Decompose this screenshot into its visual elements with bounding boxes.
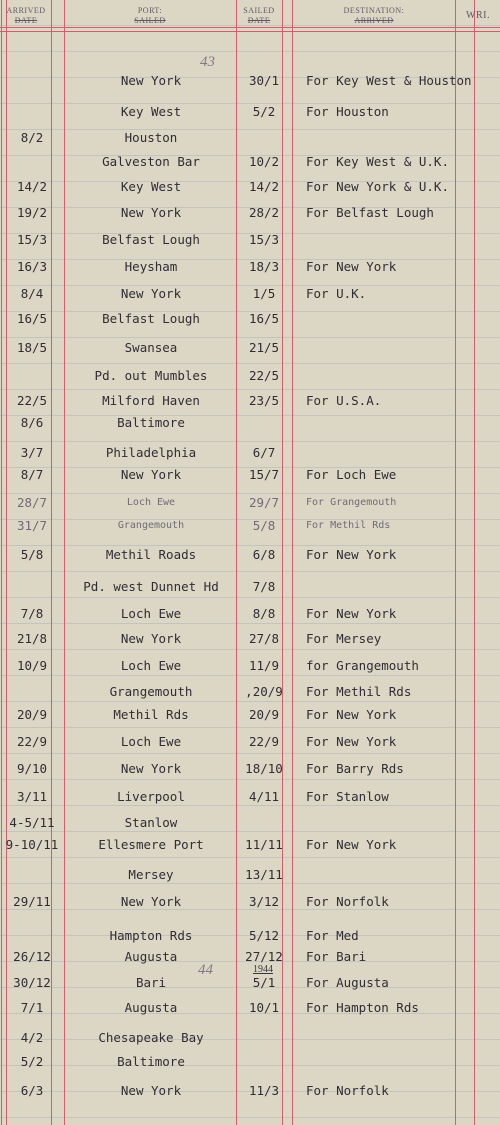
- port-cell: Ellesmere Port: [98, 837, 204, 852]
- arrived-date-cell: 22/9: [16, 734, 48, 749]
- port-cell: Bari: [135, 975, 167, 990]
- port-cell: Liverpool: [117, 789, 185, 804]
- sailed-date-cell: 15/7: [248, 467, 280, 482]
- port-cell: Augusta: [124, 1000, 178, 1015]
- port-cell: New York: [120, 1083, 182, 1098]
- ledger-row: [0, 151, 500, 173]
- ledger-row: [0, 812, 500, 834]
- destination-cell: For Barry Rds: [306, 761, 404, 776]
- port-cell: Key West: [120, 104, 182, 119]
- arrived-date-cell: 3/7: [20, 445, 44, 460]
- port-cell: Loch Ewe: [120, 658, 182, 673]
- destination-cell: For Grangemouth: [306, 497, 397, 508]
- page-mark-43: 43: [200, 54, 215, 70]
- ledger-row: [0, 202, 500, 224]
- arrived-date-cell: 9/10: [16, 761, 48, 776]
- port-cell: Milford Haven: [102, 393, 200, 408]
- ledger-row: [0, 176, 500, 198]
- ledger-row: [0, 864, 500, 886]
- sailed-date-cell: ,20/9: [245, 684, 283, 699]
- sailed-date-cell: 27/12: [245, 949, 283, 964]
- ledger-row: [0, 704, 500, 726]
- port-cell: Loch Ewe: [126, 497, 176, 508]
- port-cell: Belfast Lough: [102, 311, 200, 326]
- ledger-row: [0, 628, 500, 650]
- destination-cell: For New York: [306, 606, 397, 621]
- arrived-date-cell: 29/11: [13, 894, 51, 909]
- port-cell: Houston: [124, 130, 178, 145]
- ledger-row: [0, 834, 500, 856]
- ledger-row: [0, 891, 500, 913]
- arrived-date-cell: 30/12: [13, 975, 51, 990]
- sailed-date-cell: 27/8: [248, 631, 280, 646]
- port-cell: Belfast Lough: [102, 232, 200, 247]
- destination-cell: For Mersey: [306, 631, 382, 646]
- sailed-date-cell: 5/12: [248, 928, 280, 943]
- sailed-date-cell: 11/3: [248, 1083, 280, 1098]
- destination-cell: For U.K.: [306, 286, 367, 301]
- destination-cell: For New York: [306, 707, 397, 722]
- port-cell: Swansea: [124, 340, 178, 355]
- ledger-row: [0, 412, 500, 434]
- sailed-date-cell: 4/11: [248, 789, 280, 804]
- arrived-date-cell: 20/9: [16, 707, 48, 722]
- ledger-row: [0, 390, 500, 412]
- port-cell: New York: [120, 286, 182, 301]
- sailed-date-cell: 14/2: [248, 179, 280, 194]
- port-cell: Stanlow: [124, 815, 178, 830]
- port-cell: Grangemouth: [117, 520, 185, 531]
- port-cell: Hampton Rds: [109, 928, 193, 943]
- ledger-row: [0, 308, 500, 330]
- port-cell: Loch Ewe: [120, 734, 182, 749]
- sailed-date-cell: 10/2: [248, 154, 280, 169]
- destination-cell: For New York: [306, 734, 397, 749]
- destination-cell: For Hampton Rds: [306, 1000, 419, 1015]
- arrived-date-cell: 14/2: [16, 179, 48, 194]
- sailed-date-cell: 8/8: [252, 606, 276, 621]
- arrived-date-cell: 19/2: [16, 205, 48, 220]
- ledger-row: [0, 946, 500, 968]
- ledger-row: [0, 442, 500, 464]
- sailed-date-cell: 3/12: [248, 894, 280, 909]
- destination-cell: For Bari: [306, 949, 367, 964]
- arrived-date-cell: 21/8: [16, 631, 48, 646]
- destination-cell: For Stanlow: [306, 789, 389, 804]
- arrived-date-cell: 22/5: [16, 393, 48, 408]
- port-cell: New York: [120, 631, 182, 646]
- sailed-date-cell: 16/5: [248, 311, 280, 326]
- port-header: PORT: SAILED: [134, 6, 166, 25]
- ledger-row: [0, 997, 500, 1019]
- port-cell: Loch Ewe: [120, 606, 182, 621]
- sailed-date-cell: 23/5: [248, 393, 280, 408]
- sailed-date-cell: 5/2: [252, 104, 276, 119]
- port-cell: New York: [120, 467, 182, 482]
- destination-cell: For New York: [306, 547, 397, 562]
- arrived-date-cell: 16/5: [16, 311, 48, 326]
- arrived-date-cell: 8/6: [20, 415, 44, 430]
- ledger-row: [0, 492, 500, 514]
- destination-cell: For Loch Ewe: [306, 467, 397, 482]
- page-mark-44: 44: [198, 962, 213, 978]
- arrived-date-header: ARRIVED DATE: [6, 6, 46, 25]
- ledger-row: [0, 972, 500, 994]
- arrived-date-cell: 8/2: [20, 130, 44, 145]
- port-cell: Augusta: [124, 949, 178, 964]
- sailed-date-cell: 11/11: [245, 837, 283, 852]
- ledger-row: [0, 925, 500, 947]
- sailed-date-cell: 18/10: [245, 761, 283, 776]
- destination-cell: For Key West & U.K.: [306, 154, 449, 169]
- port-cell: Mersey: [128, 867, 174, 882]
- arrived-date-cell: 18/5: [16, 340, 48, 355]
- sailed-date-cell: 15/3: [248, 232, 280, 247]
- ledger-row: [0, 283, 500, 305]
- arrived-date-cell: 7/8: [20, 606, 44, 621]
- ledger-row: [0, 681, 500, 703]
- sailed-date-cell: 11/9: [248, 658, 280, 673]
- arrived-date-cell: 5/2: [20, 1054, 44, 1069]
- sailed-date-cell: 6/8: [252, 547, 276, 562]
- arrived-date-cell: 8/7: [20, 467, 44, 482]
- destination-cell: For Belfast Lough: [306, 205, 434, 220]
- port-cell: Heysham: [124, 259, 178, 274]
- ledger-row: [0, 786, 500, 808]
- ledger-row: [0, 576, 500, 598]
- sailed-date-cell: 6/7: [252, 445, 276, 460]
- sailed-date-cell: 30/1: [248, 73, 280, 88]
- port-cell: Pd. west Dunnet Hd: [83, 579, 219, 594]
- port-cell: New York: [120, 761, 182, 776]
- ledger-row: [0, 603, 500, 625]
- destination-cell: For Augusta: [306, 975, 389, 990]
- sailed-date-cell: 5/1: [252, 975, 276, 990]
- header-rule: [0, 27, 500, 28]
- arrived-date-cell: 16/3: [16, 259, 48, 274]
- arrived-date-cell: 28/7: [16, 495, 48, 510]
- destination-header: DESTINATION: ARRIVED: [343, 6, 405, 25]
- arrived-date-cell: 10/9: [16, 658, 48, 673]
- destination-cell: For Norfolk: [306, 1083, 389, 1098]
- header-rule-2: [0, 31, 500, 32]
- arrived-date-cell: 8/4: [20, 286, 44, 301]
- ledger-row: [0, 544, 500, 566]
- arrived-date-cell: 5/8: [20, 547, 44, 562]
- destination-cell: For Houston: [306, 104, 389, 119]
- destination-cell: For Methil Rds: [306, 684, 412, 699]
- arrived-date-cell: 7/1: [20, 1000, 44, 1015]
- ledger-row: [0, 464, 500, 486]
- port-cell: Philadelphia: [105, 445, 197, 460]
- arrived-date-cell: 4-5/11: [9, 815, 55, 830]
- port-cell: New York: [120, 73, 182, 88]
- port-cell: Baltimore: [117, 1054, 185, 1069]
- ledger-row: [0, 515, 500, 537]
- sailed-date-cell: 29/7: [248, 495, 280, 510]
- sailed-date-cell: 10/1: [248, 1000, 280, 1015]
- destination-cell: For Key West & Houston: [306, 73, 472, 88]
- destination-cell: For Methil Rds: [306, 520, 391, 531]
- sailed-date-cell: 7/8: [252, 579, 276, 594]
- wri-header: WRI.: [466, 10, 490, 21]
- sailed-date-cell: 21/5: [248, 340, 280, 355]
- port-cell: Grangemouth: [109, 684, 193, 699]
- sailed-date-cell: 22/5: [248, 368, 280, 383]
- ledger-row: [0, 70, 500, 92]
- port-cell: New York: [120, 205, 182, 220]
- destination-cell: For Med: [306, 928, 359, 943]
- destination-cell: for Grangemouth: [306, 658, 419, 673]
- ledger-row: [0, 758, 500, 780]
- ledger-row: [0, 101, 500, 123]
- port-cell: Chesapeake Bay: [98, 1030, 204, 1045]
- destination-cell: For New York & U.K.: [306, 179, 449, 194]
- ledger-row: [0, 1027, 500, 1049]
- arrived-date-cell: 9-10/11: [5, 837, 59, 852]
- ledger-row: [0, 127, 500, 149]
- sailed-date-cell: 20/9: [248, 707, 280, 722]
- arrived-date-cell: 3/11: [16, 789, 48, 804]
- destination-cell: For U.S.A.: [306, 393, 382, 408]
- ledger-row: [0, 229, 500, 251]
- sailed-date-cell: 1/5: [252, 286, 276, 301]
- sailed-date-cell: 13/11: [245, 867, 283, 882]
- port-cell: Methil Roads: [105, 547, 197, 562]
- sailed-date-cell: 22/9: [248, 734, 280, 749]
- port-cell: Galveston Bar: [102, 154, 200, 169]
- sailed-date-cell: 18/3: [248, 259, 280, 274]
- arrived-date-cell: 26/12: [13, 949, 51, 964]
- port-cell: Methil Rds: [113, 707, 189, 722]
- destination-cell: For New York: [306, 837, 397, 852]
- year-annotation: 1944: [253, 964, 273, 975]
- arrived-date-cell: 4/2: [20, 1030, 44, 1045]
- sailed-date-cell: 5/8: [252, 518, 276, 533]
- port-cell: New York: [120, 894, 182, 909]
- ledger-row: [0, 1080, 500, 1102]
- port-cell: Key West: [120, 179, 182, 194]
- arrived-date-cell: 6/3: [20, 1083, 44, 1098]
- sailed-date-header: SAILED DATE: [243, 6, 275, 25]
- arrived-date-cell: 31/7: [16, 518, 48, 533]
- port-cell: Pd. out Mumbles: [94, 368, 208, 383]
- ledger-row: [0, 1051, 500, 1073]
- ledger-row: [0, 655, 500, 677]
- ledger-row: [0, 256, 500, 278]
- sailed-date-cell: 28/2: [248, 205, 280, 220]
- ledger-row: [0, 337, 500, 359]
- arrived-date-cell: 15/3: [16, 232, 48, 247]
- ledger-row: [0, 365, 500, 387]
- destination-cell: For Norfolk: [306, 894, 389, 909]
- port-cell: Baltimore: [117, 415, 185, 430]
- ledger-row: [0, 731, 500, 753]
- destination-cell: For New York: [306, 259, 397, 274]
